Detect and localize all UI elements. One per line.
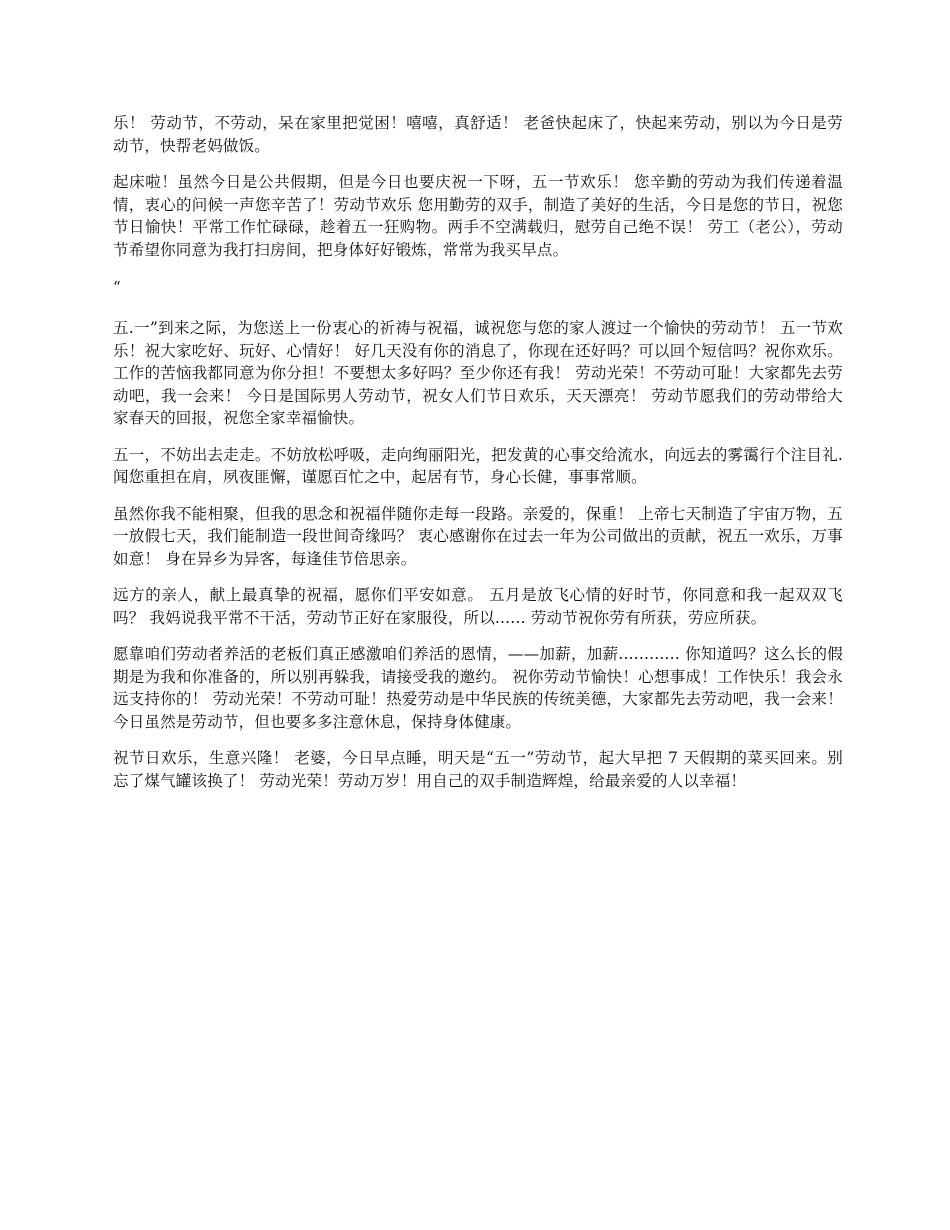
quote-mark-line: “ (113, 278, 121, 296)
paragraph-4: 五一，不妨出去走走。不妨放松呼吸，走向绚丽阳光，把发黄的心事交给流水，向远去的雾霭行个注目礼.闻您重担在肩，夙夜匪懈，谨愿百忙之中，起居有节，身心长健，事事常顺。 (113, 445, 843, 486)
paragraph-3: 五.一”到来之际，为您送上一份衷心的祈祷与祝福，诚祝您与您的家人渡过一个愉快的劳动节！ 五一节欢乐！祝大家吃好、玩好、心情好！ 好几天没有你的消息了，你现在还好吗？可以回个短信吗？祝你欢乐。 工作的苦恼我都同意为你分担！不要想太多好吗？至少你还有我！ 劳动光荣！不劳动可耻！大家都先去劳动吧，我一会来！ 今日是国际男人劳动节，祝女人们节日欢乐，天天漂亮！ 劳动节愿我们的劳动带给大家春天的回报，祝您全家幸福愉快。 (113, 319, 843, 427)
paragraph-8: 祝节日欢乐，生意兴隆！ 老婆，今日早点睡，明天是“五一”劳动节，起大早把 7 天假期的菜买回来。别忘了煤气罐该换了！ 劳动光荣！劳动万岁！用自己的双手制造辉煌，给最亲爱的人以幸福！ (113, 749, 843, 790)
paragraph-7: 愿靠咱们劳动者养活的老板们真正感激咱们养活的恩情，——加薪，加薪............ 你知道吗？这么长的假期是为我和你准备的，所以别再躲我，请接受我的邀约。 祝你劳动节愉快！心想事成！工作快乐！我会永远支持你的！ 劳动光荣！不劳动可耻！热爱劳动是中华民族的传统美德，大家都先去劳动吧，我一会来！ 今日虽然是劳动节，但也要多多注意休息，保持身体健康。 (113, 645, 843, 731)
paragraph-5: 虽然你我不能相聚，但我的思念和祝福伴随你走每一段路。亲爱的，保重！ 上帝七天制造了宇宙万物，五一放假七天，我们能制造一段世间奇缘吗？ 衷心感谢你在过去一年为公司做出的贡献，祝五一欢乐，万事如意！ 身在异乡为异客，每逢佳节倍思亲。 (113, 504, 843, 568)
paragraph-2: 起床啦！虽然今日是公共假期，但是今日也要庆祝一下呀，五一节欢乐！ 您辛勤的劳动为我们传递着温情，衷心的问候一声您辛苦了！劳动节欢乐 您用勤劳的双手，制造了美好的生活，今日是您的节日，祝您节日愉快！平常工作忙碌碌，趁着五一狂购物。两手不空满载归，慰劳自己绝不误！ 劳工（老公），劳动节希望你同意为我打扫房间，把身体好好锻炼，常常为我买早点。 (113, 173, 843, 259)
paragraph-1: 乐！ 劳动节，不劳动，呆在家里把觉困！嘻嘻，真舒适！ 老爸快起床了，快起来劳动，别以为今日是劳动节，快帮老妈做饭。 (113, 114, 843, 155)
paragraph-6: 远方的亲人，献上最真挚的祝福，愿你们平安如意。 五月是放飞心情的好时节，你同意和我一起双双飞吗？ 我妈说我平常不干活，劳动节正好在家服役，所以...... 劳动节祝你劳有所获，劳应所获。 (113, 586, 843, 627)
document-page (113, 112, 843, 806)
